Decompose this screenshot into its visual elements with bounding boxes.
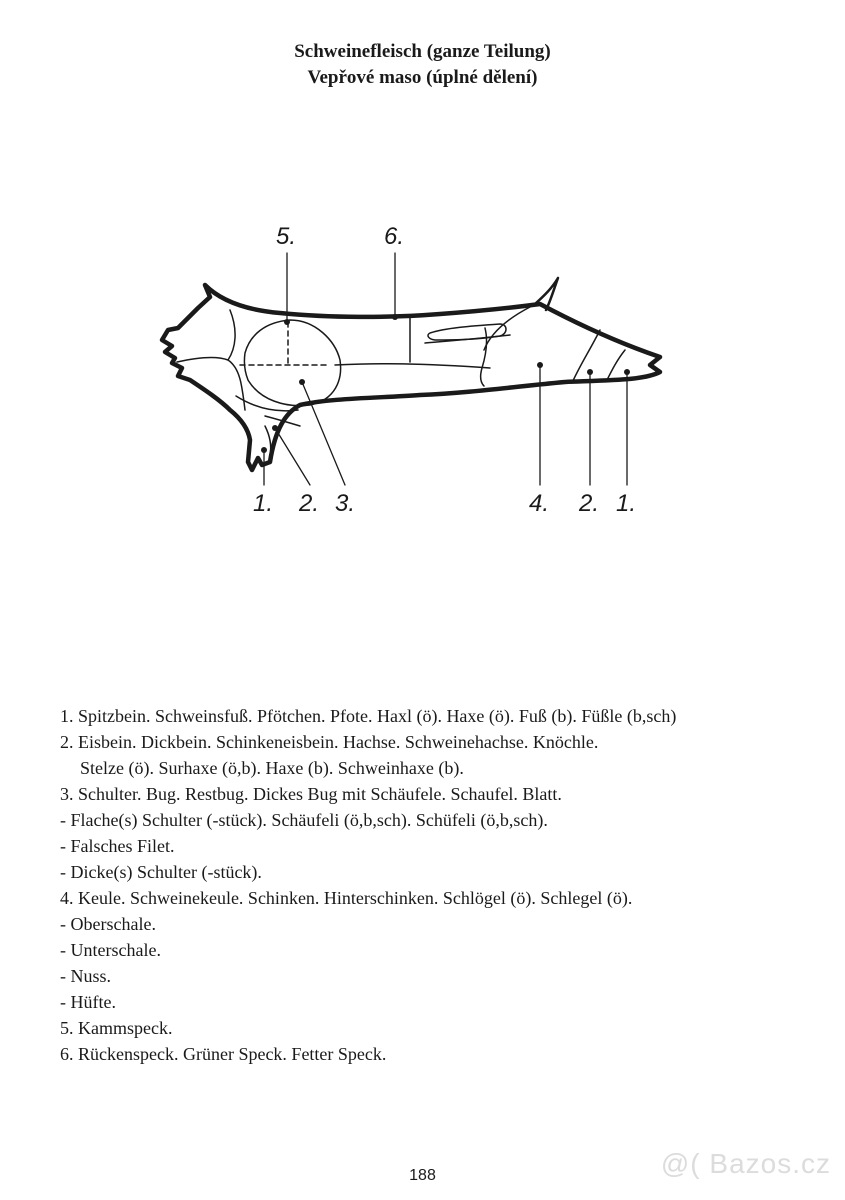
callout-2-rear: 2. <box>579 490 600 517</box>
carcass-outline <box>162 285 660 470</box>
callout-4: 4. <box>529 490 550 517</box>
legend-item: - Oberschale. <box>60 914 156 934</box>
callout-1-rear: 1. <box>616 490 637 517</box>
page-title-czech: Vepřové maso (úplné dělení) <box>307 67 538 88</box>
callout-6: 6. <box>384 223 405 250</box>
callout-3: 3. <box>335 490 356 517</box>
legend-item: 2. Eisbein. Dickbein. Schinkeneisbein. Hachse. Schweinehachse. Knöchle. <box>60 732 599 752</box>
legend-item: 6. Rückenspeck. Grüner Speck. Fetter Speck. <box>60 1044 387 1064</box>
legend-item: 5. Kammspeck. <box>60 1018 173 1038</box>
page-number: 188 <box>409 1167 436 1184</box>
watermark: @( Bazos.cz <box>660 1148 831 1179</box>
legend-item: - Hüfte. <box>60 992 116 1012</box>
page-title-german: Schweinefleisch (ganze Teilung) <box>294 41 551 62</box>
callout-1-front: 1. <box>253 490 274 517</box>
legend-item: 3. Schulter. Bug. Restbug. Dickes Bug mit Schäufele. Schaufel. Blatt. <box>60 784 562 804</box>
callout-2-front: 2. <box>299 490 320 517</box>
pork-cut-diagram <box>0 200 845 540</box>
legend-item: - Nuss. <box>60 966 112 986</box>
legend-item: - Dicke(s) Schulter (-stück). <box>60 862 262 882</box>
callout-5: 5. <box>276 223 297 250</box>
legend-item: - Falsches Filet. <box>60 836 175 856</box>
cut-legend <box>60 703 830 1067</box>
legend-item: - Unterschale. <box>60 940 161 960</box>
leader-lines <box>264 253 627 485</box>
legend-item: 1. Spitzbein. Schweinsfuß. Pfötchen. Pfote. Haxl (ö). Haxe (ö). Fuß (b). Füßle (b,sch) <box>60 706 677 726</box>
legend-item: Stelze (ö). Surhaxe (ö,b). Haxe (b). Schweinhaxe (b). <box>80 758 464 778</box>
legend-item: 4. Keule. Schweinekeule. Schinken. Hinterschinken. Schlögel (ö). Schlegel (ö). <box>60 888 633 908</box>
legend-item: - Flache(s) Schulter (-stück). Schäufeli (ö,b,sch). Schüfeli (ö,b,sch). <box>60 810 548 830</box>
